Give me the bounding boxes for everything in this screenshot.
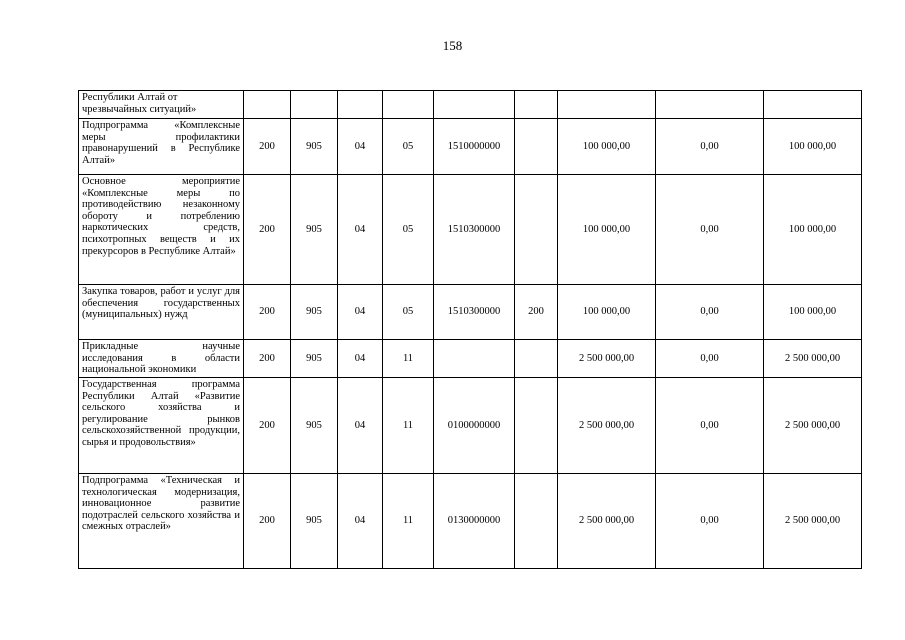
row-sum-total: 2 500 000,00 bbox=[558, 340, 656, 378]
row-sum-other: 100 000,00 bbox=[764, 119, 862, 175]
row-sum-other bbox=[764, 91, 862, 119]
row-csr bbox=[434, 91, 515, 119]
row-vr bbox=[515, 119, 558, 175]
row-sum-federal: 0,00 bbox=[656, 474, 764, 569]
row-podrazdel: 11 bbox=[383, 474, 434, 569]
row-name: Подпрограмма «Техническая и технологическая модернизация, инновационное развитие подотраслей сельского хозяйства и смежных отраслей» bbox=[79, 474, 244, 569]
row-section bbox=[338, 91, 383, 119]
row-grbs: 200 bbox=[244, 285, 291, 340]
budget-table bbox=[78, 90, 862, 569]
row-sum-federal bbox=[656, 91, 764, 119]
row-vr bbox=[515, 91, 558, 119]
row-sum-total: 100 000,00 bbox=[558, 119, 656, 175]
table-row bbox=[79, 119, 862, 175]
row-razdel: 905 bbox=[291, 474, 338, 569]
row-csr: 1510300000 bbox=[434, 175, 515, 285]
row-section: 04 bbox=[338, 340, 383, 378]
row-vr bbox=[515, 340, 558, 378]
table-row bbox=[79, 285, 862, 340]
row-razdel: 905 bbox=[291, 175, 338, 285]
table-row bbox=[79, 91, 862, 119]
row-csr: 1510300000 bbox=[434, 285, 515, 340]
row-vr bbox=[515, 378, 558, 474]
row-vr: 200 bbox=[515, 285, 558, 340]
row-sum-total: 100 000,00 bbox=[558, 175, 656, 285]
row-name: Государственная программа Республики Алтай «Развитие сельского хозяйства и регулирование рынков сельскохозяйственной продукции, сырья и продовольствия» bbox=[79, 378, 244, 474]
row-section: 04 bbox=[338, 474, 383, 569]
row-vr bbox=[515, 474, 558, 569]
row-sum-other: 100 000,00 bbox=[764, 175, 862, 285]
table-row bbox=[79, 340, 862, 378]
page-number: 158 bbox=[442, 38, 463, 53]
row-csr bbox=[434, 340, 515, 378]
row-sum-other: 2 500 000,00 bbox=[764, 340, 862, 378]
row-podrazdel: 05 bbox=[383, 119, 434, 175]
row-section: 04 bbox=[338, 285, 383, 340]
row-grbs: 200 bbox=[244, 340, 291, 378]
row-podrazdel bbox=[383, 91, 434, 119]
row-csr: 0100000000 bbox=[434, 378, 515, 474]
row-section: 04 bbox=[338, 175, 383, 285]
row-razdel: 905 bbox=[291, 119, 338, 175]
row-sum-federal: 0,00 bbox=[656, 175, 764, 285]
row-grbs: 200 bbox=[244, 119, 291, 175]
row-podrazdel: 11 bbox=[383, 378, 434, 474]
row-sum-federal: 0,00 bbox=[656, 340, 764, 378]
row-section: 04 bbox=[338, 378, 383, 474]
row-section: 04 bbox=[338, 119, 383, 175]
table-row bbox=[79, 474, 862, 569]
row-sum-federal: 0,00 bbox=[656, 119, 764, 175]
row-podrazdel: 05 bbox=[383, 175, 434, 285]
row-razdel: 905 bbox=[291, 340, 338, 378]
row-razdel bbox=[291, 91, 338, 119]
row-grbs: 200 bbox=[244, 378, 291, 474]
row-grbs: 200 bbox=[244, 474, 291, 569]
row-sum-total: 100 000,00 bbox=[558, 285, 656, 340]
row-grbs bbox=[244, 91, 291, 119]
row-name: Закупка товаров, работ и услуг для обеспечения государственных (муниципальных) нужд bbox=[79, 285, 244, 340]
table-row bbox=[79, 378, 862, 474]
row-sum-federal: 0,00 bbox=[656, 285, 764, 340]
row-sum-total: 2 500 000,00 bbox=[558, 378, 656, 474]
row-name: Республики Алтай от чрезвычайных ситуаций» bbox=[79, 91, 244, 119]
row-csr: 1510000000 bbox=[434, 119, 515, 175]
row-name: Прикладные научные исследования в области национальной экономики bbox=[79, 340, 244, 378]
row-grbs: 200 bbox=[244, 175, 291, 285]
row-sum-other: 2 500 000,00 bbox=[764, 474, 862, 569]
row-csr: 0130000000 bbox=[434, 474, 515, 569]
row-razdel: 905 bbox=[291, 378, 338, 474]
row-sum-federal: 0,00 bbox=[656, 378, 764, 474]
table-row bbox=[79, 175, 862, 285]
row-vr bbox=[515, 175, 558, 285]
row-name: Подпрограмма «Комплексные меры профилактики правонарушений в Республике Алтай» bbox=[79, 119, 244, 175]
row-name: Основное мероприятие «Комплексные меры по противодействию незаконному обороту и потреблению наркотических средств, психотропных веществ и их прекурсоров в Республике Алтай» bbox=[79, 175, 244, 285]
row-podrazdel: 05 bbox=[383, 285, 434, 340]
row-sum-total bbox=[558, 91, 656, 119]
row-sum-other: 2 500 000,00 bbox=[764, 378, 862, 474]
row-razdel: 905 bbox=[291, 285, 338, 340]
row-sum-total: 2 500 000,00 bbox=[558, 474, 656, 569]
row-sum-other: 100 000,00 bbox=[764, 285, 862, 340]
row-podrazdel: 11 bbox=[383, 340, 434, 378]
